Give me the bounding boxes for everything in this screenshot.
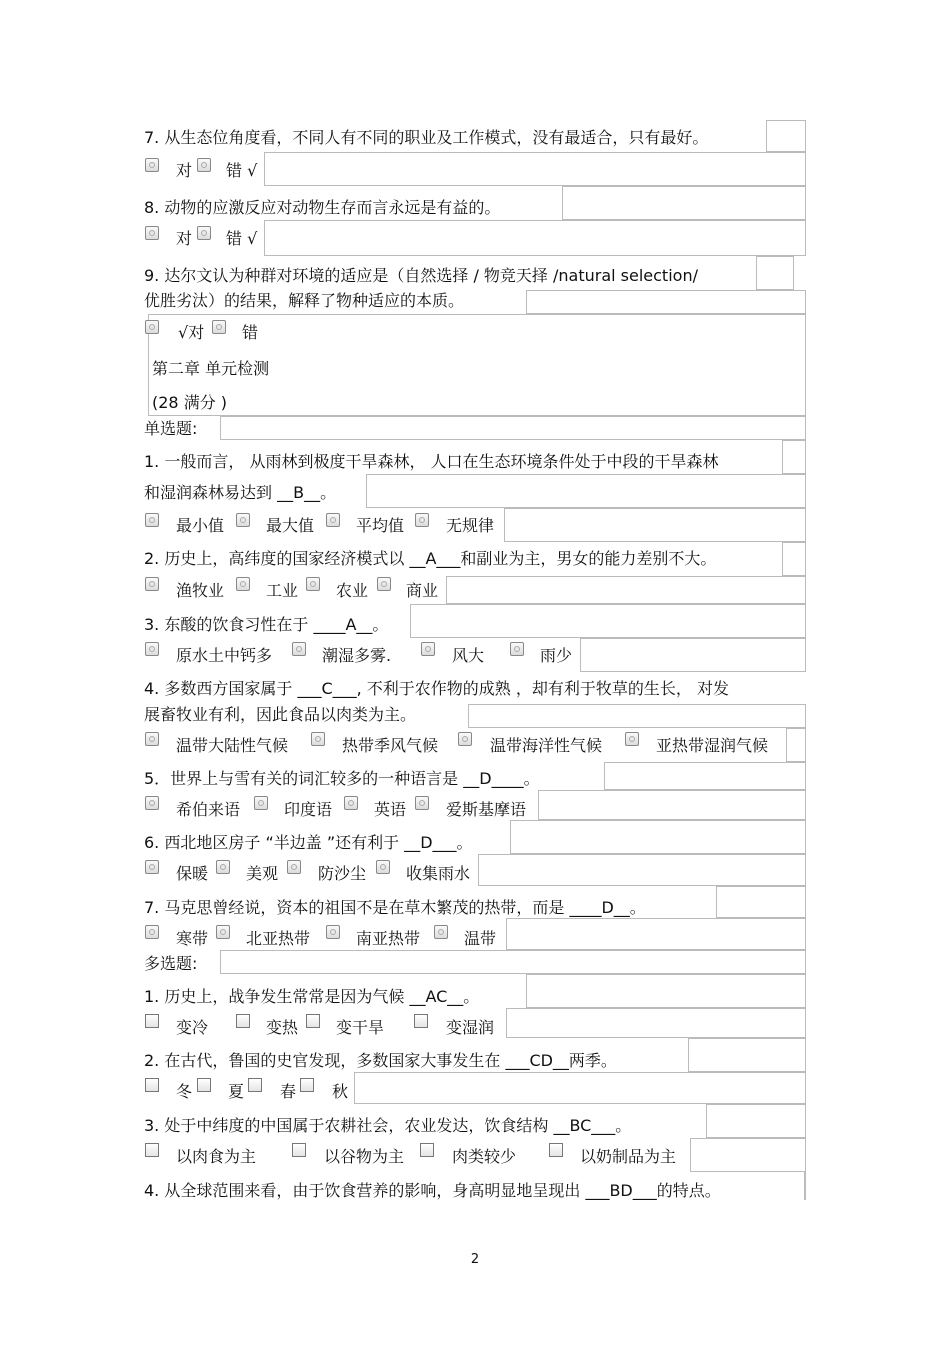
answer-box[interactable]: [756, 256, 794, 290]
option-label: 温带海洋性气候: [490, 736, 603, 755]
option-label: 渔牧业: [176, 581, 225, 600]
answer-box[interactable]: [504, 508, 806, 542]
answer-box[interactable]: [220, 950, 806, 974]
option-label: 变干旱: [336, 1018, 385, 1037]
answer-box[interactable]: [506, 1008, 806, 1038]
option-label: 肉类较少: [452, 1147, 517, 1166]
radio-button[interactable]: [197, 226, 211, 240]
checkbox[interactable]: [549, 1143, 563, 1157]
answer-box[interactable]: [782, 542, 806, 576]
answer-box[interactable]: [506, 918, 806, 950]
radio-button[interactable]: [145, 925, 159, 939]
answer-box[interactable]: [526, 290, 806, 314]
radio-button[interactable]: [145, 320, 159, 334]
option-label: 秋: [332, 1082, 349, 1101]
radio-button[interactable]: [145, 513, 159, 527]
answer-box[interactable]: [478, 854, 806, 886]
radio-button[interactable]: [421, 642, 435, 656]
radio-button[interactable]: [625, 732, 639, 746]
option-label: 热带季风气候: [342, 736, 439, 755]
option-label: 希伯来语: [176, 800, 241, 819]
option-label: 变湿润: [446, 1018, 495, 1037]
radio-button[interactable]: [197, 158, 211, 172]
answer-box[interactable]: [264, 152, 806, 186]
option-label: 雨少: [540, 646, 573, 665]
option-label: 变热: [266, 1018, 299, 1037]
option-label: 商业: [406, 581, 439, 600]
question-text: 2. 历史上，高纬度的国家经济模式以 __A___和副业为主，男女的能力差别不大。: [144, 549, 717, 568]
chapter-score: (28 满分 ): [152, 393, 228, 412]
question-text: 9. 达尔文认为种群对环境的适应是（自然选择 / 物竞天择 /natural selection/: [144, 266, 698, 285]
checkbox[interactable]: [414, 1014, 428, 1028]
option-label: 工业: [266, 581, 299, 600]
answer-box[interactable]: [526, 974, 806, 1008]
radio-button[interactable]: [145, 796, 159, 810]
option-label: 英语: [374, 800, 407, 819]
option-label: 对: [176, 229, 193, 248]
radio-button[interactable]: [415, 796, 429, 810]
checkbox[interactable]: [306, 1014, 320, 1028]
chapter-title: 第二章 单元检测: [152, 359, 270, 378]
radio-button[interactable]: [254, 796, 268, 810]
option-label: 对: [176, 161, 193, 180]
question-text: 4. 多数西方国家属于 ___C___, 不利于农作物的成熟 ，却有利于牧草的生长， 对发: [144, 679, 729, 698]
answer-box[interactable]: [446, 576, 806, 604]
radio-button[interactable]: [145, 642, 159, 656]
radio-button[interactable]: [216, 925, 230, 939]
radio-button[interactable]: [145, 860, 159, 874]
answer-box[interactable]: [510, 820, 806, 854]
radio-button[interactable]: [458, 732, 472, 746]
option-label: √对: [178, 323, 205, 342]
radio-button[interactable]: [344, 796, 358, 810]
radio-button[interactable]: [145, 158, 159, 172]
answer-box[interactable]: [562, 186, 806, 220]
option-label: 变冷: [176, 1018, 209, 1037]
option-label: 防沙尘: [318, 864, 367, 883]
option-label: 亚热带湿润气候: [656, 736, 769, 755]
checkbox[interactable]: [145, 1143, 159, 1157]
answer-box[interactable]: [468, 704, 806, 728]
radio-button[interactable]: [145, 732, 159, 746]
option-label: 寒带: [176, 929, 209, 948]
option-label: 美观: [246, 864, 279, 883]
radio-button[interactable]: [216, 860, 230, 874]
radio-button[interactable]: [292, 642, 306, 656]
option-label: 北亚热带: [246, 929, 311, 948]
option-label: 以奶制品为主: [580, 1147, 677, 1166]
radio-button[interactable]: [510, 642, 524, 656]
option-label: 错 √: [226, 161, 258, 180]
option-label: 风大: [452, 646, 485, 665]
question-text: 8. 动物的应激反应对动物生存而言永远是有益的。: [144, 198, 501, 217]
answer-box[interactable]: [264, 220, 806, 256]
option-label: 错 √: [226, 229, 258, 248]
checkbox[interactable]: [236, 1014, 250, 1028]
section-label-multi: 多选题:: [144, 954, 198, 973]
checkbox[interactable]: [292, 1143, 306, 1157]
checkbox[interactable]: [300, 1078, 314, 1092]
option-label: 印度语: [284, 800, 333, 819]
option-label: 冬: [176, 1082, 193, 1101]
question-text: 3. 东酸的饮食习性在于 ____A__。: [144, 615, 389, 634]
option-label: 最小值: [176, 516, 225, 535]
option-label: 最大值: [266, 516, 315, 535]
answer-box[interactable]: [690, 1138, 806, 1172]
answer-box[interactable]: [786, 728, 806, 762]
question-text: 6. 西北地区房子 “半边盖 ”还有利于 __D___。: [144, 833, 473, 852]
radio-button[interactable]: [287, 860, 301, 874]
question-text: 1. 历史上，战争发生常常是因为气候 __AC__。: [144, 987, 480, 1006]
radio-button[interactable]: [306, 577, 320, 591]
answer-box[interactable]: [716, 886, 806, 918]
checkbox[interactable]: [145, 1014, 159, 1028]
option-label: 农业: [336, 581, 369, 600]
answer-box[interactable]: [804, 1172, 806, 1200]
radio-button[interactable]: [236, 513, 250, 527]
section-label-single: 单选题:: [144, 419, 198, 438]
answer-box[interactable]: [538, 790, 806, 820]
option-label: 以肉食为主: [176, 1147, 257, 1166]
option-label: 收集雨水: [406, 864, 471, 883]
radio-button[interactable]: [311, 732, 325, 746]
question-text: 7. 从生态位角度看，不同人有不同的职业及工作模式，没有最适合，只有最好。: [144, 128, 709, 147]
radio-button[interactable]: [326, 513, 340, 527]
question-text: 2. 在古代，鲁国的史官发现，多数国家大事发生在 ___CD__两季。: [144, 1051, 617, 1070]
radio-button[interactable]: [236, 577, 250, 591]
option-label: 潮湿多雾.: [322, 646, 392, 665]
answer-box[interactable]: [220, 416, 806, 440]
option-label: 春: [280, 1082, 297, 1101]
question-text: 4. 从全球范围来看，由于饮食营养的影响，身高明显地呈现出 ___BD___的特点。: [144, 1181, 721, 1200]
checkbox[interactable]: [145, 1078, 159, 1092]
option-label: 原水土中钙多: [176, 646, 273, 665]
radio-button[interactable]: [415, 513, 429, 527]
option-label: 错: [242, 323, 259, 342]
radio-button[interactable]: [434, 925, 448, 939]
radio-button[interactable]: [326, 925, 340, 939]
question-text: 和湿润森林易达到 __B__。: [144, 483, 337, 502]
question-text: 7. 马克思曾经说，资本的祖国不是在草木繁茂的热带，而是 ____D__。: [144, 898, 646, 917]
radio-button[interactable]: [376, 860, 390, 874]
option-label: 温带大陆性气候: [176, 736, 289, 755]
answer-box[interactable]: [688, 1038, 806, 1072]
option-label: 南亚热带: [356, 929, 421, 948]
question-text: 1. 一般而言， 从雨林到极度干旱森林， 人口在生态环境条件处于中段的干旱森林: [144, 452, 719, 471]
answer-box[interactable]: [782, 440, 806, 474]
answer-box[interactable]: [366, 474, 806, 508]
option-label: 爱斯基摩语: [446, 800, 527, 819]
answer-box[interactable]: [706, 1104, 806, 1138]
option-label: 平均值: [356, 516, 405, 535]
checkbox[interactable]: [420, 1143, 434, 1157]
page-number: 2: [470, 1252, 480, 1267]
question-text: 优胜劣汰）的结果，解释了物种适应的本质。: [144, 291, 465, 310]
option-label: 无规律: [446, 516, 495, 535]
answer-box[interactable]: [354, 1072, 806, 1104]
question-text: 展畜牧业有利，因此食品以肉类为主。: [144, 705, 417, 724]
option-label: 保暖: [176, 864, 209, 883]
radio-button[interactable]: [145, 226, 159, 240]
answer-box[interactable]: [604, 762, 806, 790]
answer-box[interactable]: [580, 638, 806, 672]
radio-button[interactable]: [212, 320, 226, 334]
answer-box[interactable]: [410, 604, 806, 638]
option-label: 夏: [228, 1082, 245, 1101]
option-label: 以谷物为主: [324, 1147, 405, 1166]
radio-button[interactable]: [145, 577, 159, 591]
answer-box[interactable]: [766, 120, 806, 152]
radio-button[interactable]: [377, 577, 391, 591]
checkbox[interactable]: [248, 1078, 262, 1092]
question-text: 3. 处于中纬度的中国属于农耕社会，农业发达，饮食结构 __BC___。: [144, 1116, 632, 1135]
checkbox[interactable]: [197, 1078, 211, 1092]
option-label: 温带: [464, 929, 497, 948]
question-text: 5．世界上与雪有关的词汇较多的一种语言是 __D____。: [144, 769, 540, 788]
